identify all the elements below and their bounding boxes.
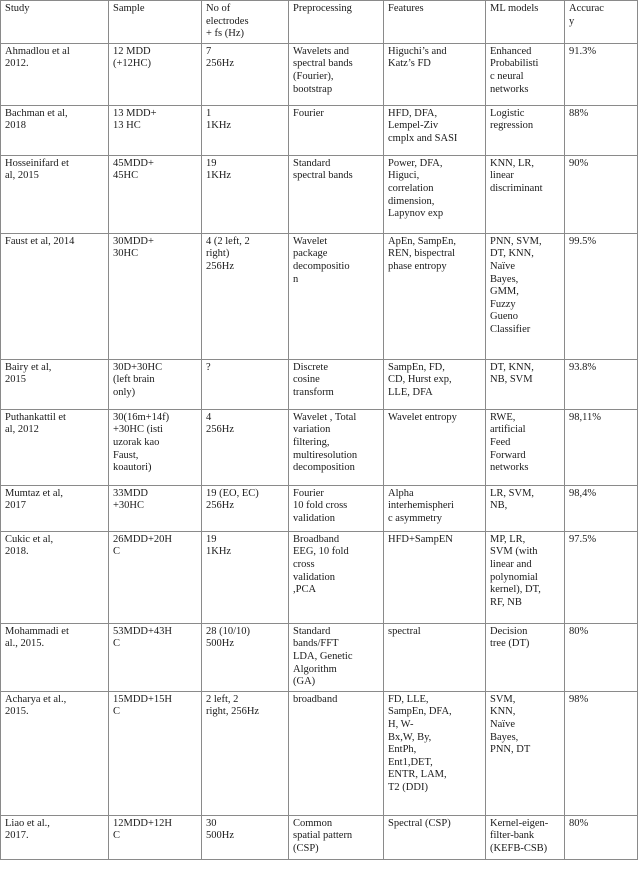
- cell-accuracy: 97.5%: [565, 531, 638, 623]
- cell-sample: 33MDD +30HC: [109, 485, 202, 531]
- cell-study: Hosseinifard et al, 2015: [1, 155, 109, 233]
- cell-preprocessing: Standard spectral bands: [289, 155, 384, 233]
- cell-electrodes: 4 (2 left, 2 right) 256Hz: [202, 233, 289, 359]
- cell-preprocessing: Standard bands/FFT LDA, Genetic Algorithm (GA): [289, 623, 384, 691]
- cell-electrodes: 19 (EO, EC) 256Hz: [202, 485, 289, 531]
- cell-ml-models: Logistic regression: [486, 105, 565, 155]
- cell-study: Mohammadi et al., 2015.: [1, 623, 109, 691]
- cell-electrodes: 4 256Hz: [202, 409, 289, 485]
- table-row: [1, 43, 638, 105]
- cell-ml-models: KNN, LR, linear discriminant: [486, 155, 565, 233]
- cell-accuracy: 80%: [565, 815, 638, 859]
- table-row: [1, 485, 638, 531]
- cell-electrodes: 19 1KHz: [202, 531, 289, 623]
- cell-study: Bachman et al, 2018: [1, 105, 109, 155]
- header-accuracy: Accurac y: [565, 1, 638, 44]
- cell-sample: 12MDD+12H C: [109, 815, 202, 859]
- cell-study: Bairy et al, 2015: [1, 359, 109, 409]
- table-row: [1, 815, 638, 859]
- table-row: [1, 359, 638, 409]
- cell-features: Power, DFA, Higuci, correlation dimension, Lapynov exp: [384, 155, 486, 233]
- cell-electrodes: 1 1KHz: [202, 105, 289, 155]
- cell-preprocessing: Fourier: [289, 105, 384, 155]
- table-header-row: [1, 1, 638, 44]
- cell-study: Mumtaz et al, 2017: [1, 485, 109, 531]
- header-features: Features: [384, 1, 486, 44]
- cell-accuracy: 93.8%: [565, 359, 638, 409]
- cell-electrodes: ?: [202, 359, 289, 409]
- header-electrodes: No of electrodes + fs (Hz): [202, 1, 289, 44]
- cell-features: ApEn, SampEn, REN, bispectral phase entropy: [384, 233, 486, 359]
- cell-study: Liao et al., 2017.: [1, 815, 109, 859]
- cell-accuracy: 88%: [565, 105, 638, 155]
- cell-preprocessing: Discrete cosine transform: [289, 359, 384, 409]
- cell-ml-models: PNN, SVM, DT, KNN, Naïve Bayes, GMM, Fuzzy Gueno Classifier: [486, 233, 565, 359]
- table-row: [1, 155, 638, 233]
- cell-preprocessing: Common spatial pattern (CSP): [289, 815, 384, 859]
- cell-study: Cukic et al, 2018.: [1, 531, 109, 623]
- cell-sample: 30MDD+ 30HC: [109, 233, 202, 359]
- table-row: [1, 623, 638, 691]
- cell-preprocessing: Fourier 10 fold cross validation: [289, 485, 384, 531]
- cell-preprocessing: broadband: [289, 691, 384, 815]
- cell-features: HFD+SampEN: [384, 531, 486, 623]
- cell-electrodes: 28 (10/10) 500Hz: [202, 623, 289, 691]
- cell-accuracy: 98,4%: [565, 485, 638, 531]
- cell-preprocessing: Wavelet , Total variation filtering, multiresolution decomposition: [289, 409, 384, 485]
- cell-features: FD, LLE, SampEn, DFA, H, W- Bx,W, By, EntPh, Ent1,DET, ENTR, LAM, T2 (DDI): [384, 691, 486, 815]
- cell-sample: 30(16m+14f) +30HC (isti uzorak kao Faust, koautori): [109, 409, 202, 485]
- cell-accuracy: 98,11%: [565, 409, 638, 485]
- cell-accuracy: 91.3%: [565, 43, 638, 105]
- cell-ml-models: Kernel-eigen- filter-bank (KEFB-CSB): [486, 815, 565, 859]
- table-row: [1, 409, 638, 485]
- cell-study: Puthankattil et al, 2012: [1, 409, 109, 485]
- cell-features: spectral: [384, 623, 486, 691]
- cell-preprocessing: Wavelet package decompositio n: [289, 233, 384, 359]
- cell-features: Spectral (CSP): [384, 815, 486, 859]
- table-row: [1, 233, 638, 359]
- cell-electrodes: 30 500Hz: [202, 815, 289, 859]
- table-row: [1, 691, 638, 815]
- cell-electrodes: 7 256Hz: [202, 43, 289, 105]
- cell-sample: 12 MDD (+12HC): [109, 43, 202, 105]
- cell-electrodes: 2 left, 2 right, 256Hz: [202, 691, 289, 815]
- header-sample: Sample: [109, 1, 202, 44]
- cell-accuracy: 90%: [565, 155, 638, 233]
- table-row: [1, 105, 638, 155]
- cell-sample: 13 MDD+ 13 HC: [109, 105, 202, 155]
- cell-features: Alpha interhemispheri c asymmetry: [384, 485, 486, 531]
- cell-electrodes: 19 1KHz: [202, 155, 289, 233]
- cell-features: SampEn, FD, CD, Hurst exp, LLE, DFA: [384, 359, 486, 409]
- cell-ml-models: LR, SVM, NB,: [486, 485, 565, 531]
- cell-ml-models: MP, LR, SVM (with linear and polynomial kernel), DT, RF, NB: [486, 531, 565, 623]
- cell-sample: 30D+30HC (left brain only): [109, 359, 202, 409]
- cell-ml-models: RWE, artificial Feed Forward networks: [486, 409, 565, 485]
- cell-preprocessing: Broadband EEG, 10 fold cross validation ,PCA: [289, 531, 384, 623]
- cell-preprocessing: Wavelets and spectral bands (Fourier), bootstrap: [289, 43, 384, 105]
- cell-features: HFD, DFA, Lempel-Ziv cmplx and SASI: [384, 105, 486, 155]
- cell-sample: 26MDD+20H C: [109, 531, 202, 623]
- cell-sample: 15MDD+15H C: [109, 691, 202, 815]
- header-study: Study: [1, 1, 109, 44]
- header-preprocessing: Preprocessing: [289, 1, 384, 44]
- header-ml-models: ML models: [486, 1, 565, 44]
- cell-features: Wavelet entropy: [384, 409, 486, 485]
- cell-ml-models: DT, KNN, NB, SVM: [486, 359, 565, 409]
- cell-accuracy: 80%: [565, 623, 638, 691]
- table-row: [1, 531, 638, 623]
- cell-ml-models: Decision tree (DT): [486, 623, 565, 691]
- cell-ml-models: SVM, KNN, Naïve Bayes, PNN, DT: [486, 691, 565, 815]
- cell-accuracy: 99.5%: [565, 233, 638, 359]
- cell-ml-models: Enhanced Probabilisti c neural networks: [486, 43, 565, 105]
- cell-sample: 45MDD+ 45HC: [109, 155, 202, 233]
- cell-study: Faust et al, 2014: [1, 233, 109, 359]
- cell-features: Higuchi’s and Katz’s FD: [384, 43, 486, 105]
- cell-study: Acharya et al., 2015.: [1, 691, 109, 815]
- cell-study: Ahmadlou et al 2012.: [1, 43, 109, 105]
- cell-sample: 53MDD+43H C: [109, 623, 202, 691]
- cell-accuracy: 98%: [565, 691, 638, 815]
